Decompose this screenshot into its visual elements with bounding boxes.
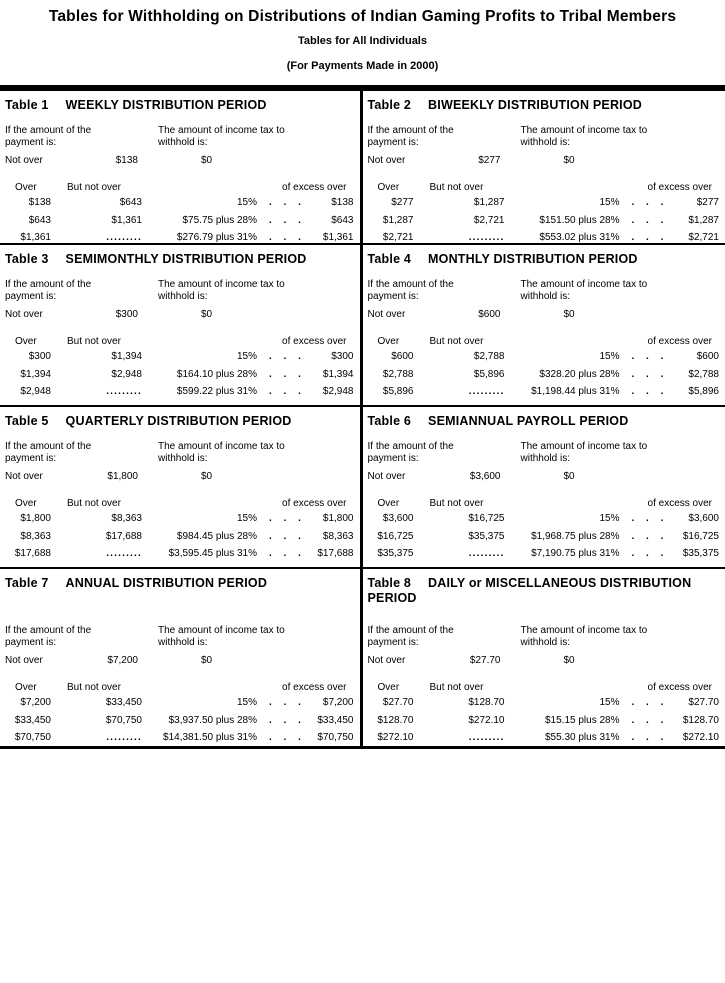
dot-leader: . . . — [269, 197, 302, 208]
tax-table-section — [363, 569, 725, 749]
table-number: Table 6 — [367, 414, 412, 428]
but-not-over-value: $35,375 — [468, 530, 505, 542]
excess-over-value: $1,394 — [322, 368, 354, 380]
tax-formula: $328.20 plus 28% — [539, 368, 620, 380]
dot-leader: . . . — [631, 548, 665, 559]
tax-formula: 15% — [236, 351, 257, 362]
excess-over-value: $277 — [696, 197, 719, 208]
document-header — [0, 8, 725, 72]
but-not-over-header: But not over — [429, 336, 484, 347]
but-not-over-value: $5,896 — [473, 368, 505, 380]
dot-leader: . . . — [631, 386, 665, 397]
bracket-column-headers — [5, 181, 356, 194]
dot-leader: . . . — [269, 548, 302, 559]
table-captions — [5, 125, 356, 149]
tax-table-section — [0, 91, 363, 245]
not-over-label: Not over — [367, 155, 406, 166]
bracket-column-headers — [5, 335, 356, 348]
but-not-over-value: $33,450 — [105, 697, 142, 708]
payment-caption: If the amount of the payment is: — [367, 279, 454, 302]
tax-table-section — [0, 407, 363, 569]
bracket-row — [368, 545, 722, 563]
not-over-tax-amount: $0 — [563, 309, 575, 320]
not-over-row — [368, 155, 722, 167]
excess-over-value: $17,688 — [317, 548, 354, 559]
tax-formula: $276.79 plus 31% — [176, 232, 257, 243]
not-over-label: Not over — [367, 471, 406, 482]
spacer — [505, 181, 620, 194]
bracket-row — [5, 510, 356, 528]
over-header: Over — [15, 182, 37, 193]
over-value: $643 — [28, 214, 51, 226]
excess-over-value: $128.70 — [682, 714, 719, 726]
over-value: $1,394 — [20, 368, 51, 380]
but-not-over-header: But not over — [429, 498, 484, 509]
table-title — [5, 407, 356, 429]
bracket-row — [5, 229, 356, 245]
not-over-label: Not over — [5, 155, 43, 166]
table-number: Table 2 — [367, 98, 412, 112]
tax-formula: $1,198.44 plus 31% — [531, 386, 620, 397]
bracket-row — [368, 383, 722, 401]
bracket-row — [5, 694, 356, 712]
subtitle-payment-year: (For Payments Made in 2000) — [286, 60, 439, 72]
but-not-over-value: $70,750 — [105, 714, 142, 726]
not-over-label: Not over — [5, 471, 43, 482]
table-title — [368, 569, 722, 613]
over-value: $277 — [391, 197, 414, 208]
not-over-tax-amount: $0 — [200, 655, 213, 666]
table-captions — [368, 441, 722, 465]
table-period-name: QUARTERLY DISTRIBUTION PERIOD — [65, 414, 292, 428]
table-captions — [368, 279, 722, 303]
dot-leader: . . . — [631, 714, 665, 726]
table-number: Table 4 — [367, 252, 412, 266]
not-over-amount: $27.70 — [469, 655, 501, 666]
tax-formula: 15% — [236, 197, 257, 208]
but-not-over-dashed-leader: ......... — [106, 232, 142, 243]
not-over-row — [368, 309, 722, 321]
bracket-column-headers — [5, 497, 356, 510]
excess-over-value: $1,287 — [688, 214, 719, 226]
over-value: $16,725 — [377, 530, 414, 542]
bracket-row — [368, 712, 722, 730]
over-header: Over — [15, 336, 37, 347]
withhold-caption: The amount of income tax to withhold is: — [158, 625, 285, 648]
tax-formula: $151.50 plus 28% — [539, 214, 620, 226]
bracket-column-headers — [5, 681, 356, 694]
tax-formula: $15.15 plus 28% — [544, 714, 620, 726]
withhold-caption: The amount of income tax to withhold is: — [158, 441, 285, 464]
spacer — [142, 681, 257, 694]
over-value: $33,450 — [14, 714, 51, 726]
excess-over-value: $300 — [331, 351, 354, 362]
tax-formula: $1,968.75 plus 28% — [531, 530, 620, 542]
dot-leader: . . . — [631, 232, 665, 243]
not-over-label: Not over — [5, 655, 43, 666]
dot-leader: . . . — [269, 530, 302, 542]
tax-formula: 15% — [599, 697, 620, 708]
tables-grid — [0, 91, 725, 749]
tax-formula: 15% — [236, 513, 257, 524]
spacer — [142, 335, 257, 348]
bracket-row — [5, 194, 356, 212]
table-period-name: ANNUAL DISTRIBUTION PERIOD — [65, 576, 268, 590]
but-not-over-dashed-leader: ......... — [468, 386, 505, 397]
over-header: Over — [377, 336, 400, 347]
not-over-row — [5, 155, 356, 167]
bracket-row — [368, 528, 722, 546]
excess-over-value: $70,750 — [317, 732, 354, 743]
excess-over-value: $2,948 — [322, 386, 354, 397]
table-title — [368, 407, 722, 429]
bracket-row — [368, 212, 722, 230]
withhold-caption: The amount of income tax to withhold is: — [158, 125, 285, 148]
over-value: $70,750 — [14, 732, 51, 743]
not-over-tax-amount: $0 — [200, 155, 213, 166]
tax-formula: 15% — [599, 197, 620, 208]
bracket-row — [368, 366, 722, 384]
but-not-over-value: $272.10 — [468, 714, 505, 726]
spacer — [505, 335, 620, 348]
payment-caption: If the amount of the payment is: — [367, 625, 454, 648]
table-period-name: DAILY or MISCELLANEOUS DISTRIBUTION PERIOD — [367, 576, 692, 605]
tax-formula: 15% — [236, 697, 257, 708]
payment-caption: If the amount of the payment is: — [5, 625, 92, 648]
of-excess-over-header: of excess over — [282, 498, 347, 509]
withhold-caption: The amount of income tax to withhold is: — [520, 279, 648, 302]
over-value: $17,688 — [14, 548, 51, 559]
over-value: $3,600 — [382, 513, 414, 524]
table-title — [5, 245, 356, 267]
bracket-row — [5, 528, 356, 546]
not-over-row — [368, 471, 722, 483]
but-not-over-value: $16,725 — [468, 513, 505, 524]
excess-over-value: $2,721 — [688, 232, 719, 243]
but-not-over-header: But not over — [67, 498, 121, 509]
but-not-over-header: But not over — [429, 182, 484, 193]
withhold-caption: The amount of income tax to withhold is: — [158, 279, 285, 302]
not-over-tax-amount: $0 — [200, 471, 213, 482]
table-captions — [5, 279, 356, 303]
tax-formula: $75.75 plus 28% — [182, 214, 257, 226]
payment-caption: If the amount of the payment is: — [5, 125, 92, 148]
of-excess-over-header: of excess over — [282, 182, 347, 193]
bracket-row — [5, 212, 356, 230]
of-excess-over-header: of excess over — [647, 682, 712, 693]
table-title — [5, 91, 356, 113]
over-value: $5,896 — [382, 386, 414, 397]
but-not-over-header: But not over — [429, 682, 484, 693]
but-not-over-dashed-leader: ......... — [468, 548, 505, 559]
tax-formula: $14,381.50 plus 31% — [163, 732, 257, 743]
over-value: $2,788 — [382, 368, 414, 380]
not-over-tax-amount: $0 — [563, 155, 575, 166]
excess-over-value: $1,361 — [322, 232, 354, 243]
table-captions — [5, 625, 356, 649]
over-value: $35,375 — [377, 548, 414, 559]
dot-leader: . . . — [631, 197, 665, 208]
bracket-row — [368, 694, 722, 712]
not-over-row — [5, 655, 356, 667]
over-header: Over — [15, 498, 37, 509]
over-value: $2,721 — [382, 232, 414, 243]
over-value: $1,287 — [382, 214, 414, 226]
table-period-name: SEMIANNUAL PAYROLL PERIOD — [428, 414, 629, 428]
dot-leader: . . . — [269, 697, 302, 708]
but-not-over-value: $2,948 — [111, 368, 142, 380]
of-excess-over-header: of excess over — [647, 336, 712, 347]
not-over-amount: $277 — [478, 155, 501, 166]
not-over-row — [5, 309, 356, 321]
but-not-over-dashed-leader: ......... — [106, 548, 142, 559]
not-over-row — [368, 655, 722, 667]
not-over-label: Not over — [367, 655, 406, 666]
table-title — [5, 569, 356, 613]
not-over-amount: $1,800 — [107, 471, 138, 482]
spacer — [505, 497, 620, 510]
tax-formula: 15% — [599, 513, 620, 524]
over-header: Over — [377, 498, 400, 509]
excess-over-value: $8,363 — [322, 530, 354, 542]
bracket-row — [5, 348, 356, 366]
not-over-left — [368, 655, 501, 667]
excess-over-value: $138 — [331, 197, 354, 208]
table-number: Table 3 — [5, 252, 49, 266]
excess-over-value: $35,375 — [682, 548, 719, 559]
bracket-column-headers — [368, 681, 722, 694]
bracket-row — [368, 348, 722, 366]
table-captions — [368, 125, 722, 149]
of-excess-over-header: of excess over — [282, 682, 347, 693]
over-value: $600 — [391, 351, 414, 362]
tax-formula: $599.22 plus 31% — [176, 386, 257, 397]
table-captions — [368, 625, 722, 649]
not-over-label: Not over — [5, 309, 43, 320]
excess-over-value: $16,725 — [682, 530, 719, 542]
not-over-tax-amount: $0 — [563, 471, 575, 482]
payment-caption: If the amount of the payment is: — [5, 279, 92, 302]
over-value: $8,363 — [20, 530, 51, 542]
bracket-row — [368, 510, 722, 528]
dot-leader: . . . — [631, 513, 665, 524]
over-value: $27.70 — [382, 697, 414, 708]
excess-over-value: $27.70 — [688, 697, 719, 708]
dot-leader: . . . — [631, 530, 665, 542]
over-value: $300 — [28, 351, 51, 362]
but-not-over-value: $128.70 — [468, 697, 505, 708]
over-value: $128.70 — [377, 714, 414, 726]
excess-over-value: $272.10 — [682, 732, 719, 743]
but-not-over-dashed-leader: ......... — [106, 732, 142, 743]
dot-leader: . . . — [631, 214, 665, 226]
not-over-left — [368, 471, 501, 483]
excess-over-value: $2,788 — [688, 368, 719, 380]
payment-caption: If the amount of the payment is: — [367, 441, 454, 464]
excess-over-value: $7,200 — [322, 697, 354, 708]
spacer — [142, 497, 257, 510]
not-over-left — [368, 155, 501, 167]
excess-over-value: $1,800 — [322, 513, 354, 524]
bracket-column-headers — [368, 181, 722, 194]
page-title: Tables for Withholding on Distributions of Indian Gaming Profits to Tribal Members — [48, 8, 677, 25]
over-value: $1,800 — [20, 513, 51, 524]
table-title — [368, 245, 722, 267]
table-number: Table 5 — [5, 414, 49, 428]
withhold-caption: The amount of income tax to withhold is: — [520, 441, 648, 464]
tax-formula: $984.45 plus 28% — [176, 530, 257, 542]
excess-over-value: $600 — [696, 351, 719, 362]
table-number: Table 8 — [367, 576, 412, 590]
dot-leader: . . . — [269, 732, 302, 743]
spacer — [142, 181, 257, 194]
over-value: $272.10 — [377, 732, 414, 743]
tax-table-section — [363, 245, 725, 407]
tax-formula: $553.02 plus 31% — [539, 232, 620, 243]
but-not-over-header: But not over — [67, 336, 121, 347]
subtitle-all-individuals: Tables for All Individuals — [298, 35, 427, 47]
dot-leader: . . . — [269, 513, 302, 524]
table-title — [368, 91, 722, 113]
bracket-row — [368, 194, 722, 212]
not-over-amount: $7,200 — [107, 655, 138, 666]
tax-table-section — [363, 91, 725, 245]
but-not-over-value: $2,721 — [473, 214, 505, 226]
table-captions — [5, 441, 356, 465]
of-excess-over-header: of excess over — [647, 182, 712, 193]
dot-leader: . . . — [269, 368, 302, 380]
tax-formula: 15% — [599, 351, 620, 362]
bracket-row — [5, 383, 356, 401]
but-not-over-value: $1,361 — [111, 214, 142, 226]
bracket-row — [368, 729, 722, 747]
tax-formula: $3,937.50 plus 28% — [168, 714, 257, 726]
but-not-over-value: $8,363 — [111, 513, 142, 524]
tax-table-section — [0, 245, 363, 407]
of-excess-over-header: of excess over — [647, 498, 712, 509]
bracket-column-headers — [368, 497, 722, 510]
excess-over-value: $3,600 — [688, 513, 719, 524]
tax-formula: $164.10 plus 28% — [176, 368, 257, 380]
not-over-left — [5, 471, 138, 483]
dot-leader: . . . — [269, 214, 302, 226]
but-not-over-value: $1,287 — [473, 197, 505, 208]
not-over-row — [5, 471, 356, 483]
table-number: Table 1 — [5, 98, 49, 112]
tax-table-section — [363, 407, 725, 569]
tax-formula: $55.30 plus 31% — [544, 732, 620, 743]
table-period-name: WEEKLY DISTRIBUTION PERIOD — [65, 98, 267, 112]
withhold-caption: The amount of income tax to withhold is: — [520, 625, 648, 648]
dot-leader: . . . — [631, 697, 665, 708]
not-over-tax-amount: $0 — [563, 655, 575, 666]
but-not-over-value: $643 — [119, 197, 142, 208]
dot-leader: . . . — [631, 351, 665, 362]
not-over-amount: $138 — [115, 155, 138, 166]
over-header: Over — [377, 682, 400, 693]
bracket-column-headers — [368, 335, 722, 348]
table-period-name: SEMIMONTHLY DISTRIBUTION PERIOD — [65, 252, 307, 266]
withhold-caption: The amount of income tax to withhold is: — [520, 125, 648, 148]
not-over-left — [5, 655, 138, 667]
dot-leader: . . . — [269, 232, 302, 243]
not-over-left — [5, 309, 138, 321]
but-not-over-header: But not over — [67, 182, 121, 193]
over-header: Over — [15, 682, 37, 693]
bracket-row — [5, 545, 356, 563]
bracket-row — [5, 712, 356, 730]
not-over-tax-amount: $0 — [200, 309, 213, 320]
but-not-over-dashed-leader: ......... — [468, 732, 505, 743]
but-not-over-header: But not over — [67, 682, 121, 693]
payment-caption: If the amount of the payment is: — [5, 441, 92, 464]
but-not-over-dashed-leader: ......... — [106, 386, 142, 397]
excess-over-value: $33,450 — [317, 714, 354, 726]
spacer — [505, 681, 620, 694]
dot-leader: . . . — [631, 732, 665, 743]
over-value: $138 — [28, 197, 51, 208]
but-not-over-value: $17,688 — [105, 530, 142, 542]
not-over-amount: $3,600 — [469, 471, 501, 482]
over-value: $7,200 — [20, 697, 51, 708]
table-number: Table 7 — [5, 576, 49, 590]
not-over-left — [368, 309, 501, 321]
bracket-row — [368, 229, 722, 245]
bracket-row — [5, 729, 356, 747]
tax-formula: $3,595.45 plus 31% — [168, 548, 257, 559]
not-over-amount: $600 — [478, 309, 501, 320]
not-over-label: Not over — [367, 309, 406, 320]
dot-leader: . . . — [631, 368, 665, 380]
table-period-name: BIWEEKLY DISTRIBUTION PERIOD — [428, 98, 643, 112]
bracket-row — [5, 366, 356, 384]
over-value: $2,948 — [20, 386, 51, 397]
not-over-amount: $300 — [115, 309, 138, 320]
dot-leader: . . . — [269, 351, 302, 362]
over-header: Over — [377, 182, 400, 193]
tax-formula: $7,190.75 plus 31% — [531, 548, 620, 559]
but-not-over-dashed-leader: ......... — [468, 232, 505, 243]
but-not-over-value: $2,788 — [473, 351, 505, 362]
table-period-name: MONTHLY DISTRIBUTION PERIOD — [428, 252, 638, 266]
of-excess-over-header: of excess over — [282, 336, 347, 347]
excess-over-value: $5,896 — [688, 386, 719, 397]
dot-leader: . . . — [269, 714, 302, 726]
excess-over-value: $643 — [331, 214, 354, 226]
but-not-over-value: $1,394 — [111, 351, 142, 362]
over-value: $1,361 — [20, 232, 51, 243]
not-over-left — [5, 155, 138, 167]
tax-table-section — [0, 569, 363, 749]
dot-leader: . . . — [269, 386, 302, 397]
payment-caption: If the amount of the payment is: — [367, 125, 454, 148]
